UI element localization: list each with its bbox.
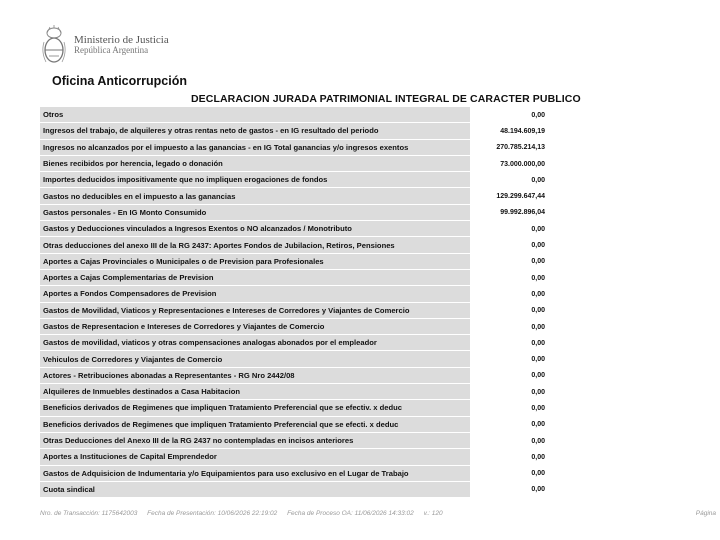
ministry-logo <box>40 24 169 66</box>
table-row <box>40 368 548 384</box>
row-value: 99.992.896,04 <box>500 209 545 217</box>
table-row <box>40 417 548 433</box>
row-value: 0,00 <box>531 274 545 282</box>
row-label: Otros <box>40 107 470 123</box>
row-value: 0,00 <box>531 470 545 478</box>
row-label: Beneficios derivados de Regimenes que impliquen Tratamiento Preferencial que se efecti. x deduc <box>40 417 470 433</box>
office-title: Oficina Anticorrupción <box>52 74 187 88</box>
row-label: Aportes a Instituciones de Capital Emprendedor <box>40 449 470 465</box>
table-row <box>40 237 548 253</box>
row-label: Cuota sindical <box>40 482 470 498</box>
row-value: 0,00 <box>531 421 545 429</box>
row-value: 73.000.000,00 <box>500 160 545 168</box>
process-date: Fecha de Proceso OA: 11/06/2026 14:33:02 <box>287 510 414 517</box>
row-value: 0,00 <box>531 323 545 331</box>
row-value: 0,00 <box>531 242 545 250</box>
table-row <box>40 286 548 302</box>
row-label: Vehiculos de Corredores y Viajantes de Comercio <box>40 351 470 367</box>
row-value: 0,00 <box>531 176 545 184</box>
table-row <box>40 351 548 367</box>
row-value: 0,00 <box>531 307 545 315</box>
row-value: 0,00 <box>531 388 545 396</box>
row-value: 0,00 <box>531 111 545 119</box>
row-label: Alquileres de Inmuebles destinados a Casa Habitacion <box>40 384 470 400</box>
row-label: Aportes a Fondos Compensadores de Prevision <box>40 286 470 302</box>
republic-name: República Argentina <box>74 45 149 56</box>
row-value: 0,00 <box>531 453 545 461</box>
table-row <box>40 205 548 221</box>
presentation-date: Fecha de Presentación: 10/06/2026 22:19:02 <box>147 510 278 517</box>
ministry-name: Ministerio de Justicia <box>74 33 169 46</box>
transaction-number: Nro. de Transacción: 1175642003 <box>40 510 138 517</box>
row-label: Gastos de movilidad, viaticos y otras compensaciones analogas abonados por el empleador <box>40 335 470 351</box>
row-label: Gastos personales - En IG Monto Consumido <box>40 205 470 221</box>
row-value: 270.785.214,13 <box>496 144 545 152</box>
row-label: Ingresos no alcanzados por el impuesto a las ganancias - en IG Total ganancias y/o ingresos exentos <box>40 140 470 156</box>
row-value: 48.194.609,19 <box>500 127 545 135</box>
table-row <box>40 270 548 286</box>
row-label: Aportes a Cajas Provinciales o Municipales o de Prevision para Profesionales <box>40 254 470 270</box>
declaration-table <box>40 107 548 498</box>
row-label: Ingresos del trabajo, de alquileres y otras rentas neto de gastos - en IG resultado del periodo <box>40 123 470 139</box>
row-value: 0,00 <box>531 356 545 364</box>
row-value: 0,00 <box>531 372 545 380</box>
document-title: DECLARACION JURADA PATRIMONIAL INTEGRAL DE CARACTER PUBLICO <box>191 93 581 105</box>
row-label: Gastos de Adquisicion de Indumentaria y/o Equipamientos para uso exclusivo en el Lugar de Trabajo <box>40 466 470 482</box>
table-row <box>40 319 548 335</box>
table-row <box>40 449 548 465</box>
table-row <box>40 221 548 237</box>
coat-of-arms-icon <box>40 24 68 66</box>
row-label: Otras Deducciones del Anexo III de la RG 2437 no contempladas en incisos anteriores <box>40 433 470 449</box>
table-row <box>40 172 548 188</box>
row-label: Otras deducciones del anexo III de la RG 2437: Aportes Fondos de Jubilacion, Retiros, Pensiones <box>40 237 470 253</box>
row-value: 0,00 <box>531 486 545 494</box>
row-value: 0,00 <box>531 225 545 233</box>
table-row <box>40 466 548 482</box>
row-label: Actores - Retribuciones abonadas a Representantes - RG Nro 2442/08 <box>40 368 470 384</box>
row-label: Bienes recibidos por herencia, legado o donación <box>40 156 470 172</box>
row-label: Aportes a Cajas Complementarias de Prevision <box>40 270 470 286</box>
version-label: v.: 120 <box>423 510 443 517</box>
table-row <box>40 188 548 204</box>
row-label: Gastos de Movilidad, Viaticos y Representaciones e Intereses de Corredores y Viajantes de Comercio <box>40 303 470 319</box>
row-value: 0,00 <box>531 437 545 445</box>
table-row <box>40 433 548 449</box>
table-row <box>40 254 548 270</box>
table-row <box>40 400 548 416</box>
row-label: Gastos y Deducciones vinculados a Ingresos Exentos o NO alcanzados / Monotributo <box>40 221 470 237</box>
table-row <box>40 303 548 319</box>
page-label: Página <box>695 510 716 517</box>
row-value: 0,00 <box>531 258 545 266</box>
row-value: 0,00 <box>531 290 545 298</box>
row-value: 0,00 <box>531 339 545 347</box>
row-value: 129.299.647,44 <box>496 193 545 201</box>
table-row <box>40 482 548 498</box>
table-row <box>40 107 548 123</box>
row-label: Beneficios derivados de Regimenes que impliquen Tratamiento Preferencial que se efectiv. x deduc <box>40 400 470 416</box>
row-label: Importes deducidos impositivamente que no impliquen erogaciones de fondos <box>40 172 470 188</box>
table-row <box>40 123 548 139</box>
table-row <box>40 140 548 156</box>
table-row <box>40 335 548 351</box>
row-label: Gastos de Representacion e Intereses de Corredores y Viajantes de Comercio <box>40 319 470 335</box>
table-row <box>40 156 548 172</box>
table-row <box>40 384 548 400</box>
row-label: Gastos no deducibles en el impuesto a las ganancias <box>40 188 470 204</box>
row-value: 0,00 <box>531 404 545 412</box>
footer-metadata <box>40 510 451 517</box>
